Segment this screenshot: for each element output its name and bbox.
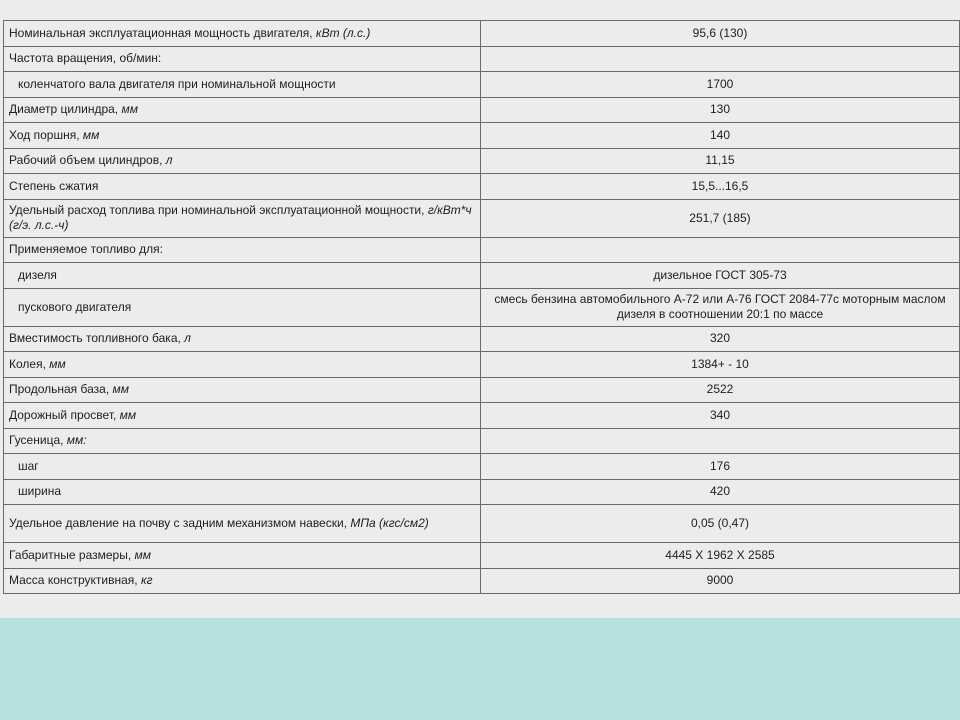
specifications-table-body <box>4 21 960 594</box>
parameter-label: Удельное давление на почву с задним механизмом навески, <box>9 516 351 530</box>
value-cell: смесь бензина автомобильного А-72 или А-76 ГОСТ 2084-77с моторным маслом дизеля в соотношении 20:1 по массе <box>481 288 960 326</box>
parameter-unit: кВт (л.с.) <box>315 25 371 40</box>
table-row <box>4 505 960 543</box>
parameter-label: пускового двигателя <box>18 299 132 314</box>
value-cell: 1384+ - 10 <box>481 352 960 378</box>
value-cell: 140 <box>481 123 960 149</box>
table-row <box>4 479 960 505</box>
parameter-cell <box>4 428 481 454</box>
value-cell: 340 <box>481 403 960 429</box>
value-cell: 11,15 <box>481 148 960 174</box>
value-cell: 2522 <box>481 377 960 403</box>
table-row <box>4 123 960 149</box>
table-row <box>4 148 960 174</box>
parameter-cell <box>4 72 481 98</box>
parameter-unit: мм <box>112 382 129 397</box>
parameter-unit: кг <box>140 573 153 588</box>
value-cell: 1700 <box>481 72 960 98</box>
parameter-unit: мм <box>134 547 151 562</box>
parameter-cell <box>4 123 481 149</box>
parameter-unit: МПа (кгс/см2) <box>350 516 429 530</box>
table-row <box>4 326 960 352</box>
value-cell: 0,05 (0,47) <box>481 505 960 543</box>
parameter-cell <box>4 479 481 505</box>
parameter-label: Колея, <box>9 356 50 371</box>
table-row <box>4 352 960 378</box>
table-row <box>4 199 960 237</box>
specifications-table <box>3 20 960 594</box>
value-cell: 15,5...16,5 <box>481 174 960 200</box>
table-row <box>4 543 960 569</box>
table-row <box>4 263 960 289</box>
parameter-label: Номинальная эксплуатационная мощность двигателя, <box>9 25 316 40</box>
parameter-unit: мм: <box>66 433 87 448</box>
parameter-label: дизеля <box>18 267 57 282</box>
parameter-cell <box>4 288 481 326</box>
table-row <box>4 377 960 403</box>
parameter-label: Дорожный просвет, <box>9 407 120 422</box>
table-row <box>4 21 960 47</box>
table-row <box>4 568 960 594</box>
parameter-label: Ход поршня, <box>9 127 83 142</box>
parameter-cell <box>4 46 481 72</box>
parameter-label: коленчатого вала двигателя при номинальной мощности <box>18 76 336 91</box>
table-row <box>4 97 960 123</box>
parameter-unit: г/кВт*ч (г/э. л.с.-ч) <box>9 203 472 232</box>
value-cell: 320 <box>481 326 960 352</box>
parameter-label: Диаметр цилиндра, <box>9 102 122 117</box>
parameter-cell <box>4 21 481 47</box>
parameter-unit: мм <box>82 127 100 142</box>
parameter-cell <box>4 97 481 123</box>
parameter-cell <box>4 454 481 480</box>
parameter-cell <box>4 377 481 403</box>
value-cell <box>481 428 960 454</box>
parameter-label: Гусеница, <box>9 433 67 448</box>
parameter-label: шаг <box>18 458 39 473</box>
parameter-label: Частота вращения, об/мин: <box>9 51 162 66</box>
table-row <box>4 237 960 263</box>
value-cell: 4445 Х 1962 Х 2585 <box>481 543 960 569</box>
value-cell: 176 <box>481 454 960 480</box>
parameter-label: Рабочий объем цилиндров, <box>9 153 166 168</box>
parameter-unit: мм <box>49 356 66 371</box>
table-row <box>4 72 960 98</box>
parameter-unit: мм <box>121 102 138 117</box>
parameter-cell <box>4 568 481 594</box>
table-row <box>4 288 960 326</box>
parameter-unit: мм <box>119 407 137 422</box>
value-cell: 95,6 (130) <box>481 21 960 47</box>
parameter-label: Габаритные размеры, <box>9 547 135 562</box>
value-cell: 9000 <box>481 568 960 594</box>
parameter-label: Масса конструктивная, <box>9 573 141 588</box>
value-cell: 130 <box>481 97 960 123</box>
parameter-label: Вместимость топливного бака, <box>9 331 185 346</box>
value-cell <box>481 46 960 72</box>
parameter-label: Удельный расход топлива при номинальной эксплуатационной мощности, <box>9 203 428 217</box>
parameter-cell <box>4 199 481 237</box>
parameter-label: Продольная база, <box>9 382 113 397</box>
parameter-label: Применяемое топливо для: <box>9 242 163 257</box>
parameter-cell <box>4 543 481 569</box>
parameter-cell <box>4 263 481 289</box>
parameter-label: ширина <box>18 484 62 499</box>
parameter-unit: л <box>184 331 191 346</box>
value-cell: дизельное ГОСТ 305-73 <box>481 263 960 289</box>
parameter-cell <box>4 174 481 200</box>
table-row <box>4 403 960 429</box>
value-cell: 420 <box>481 479 960 505</box>
table-row <box>4 428 960 454</box>
value-cell <box>481 237 960 263</box>
table-row <box>4 174 960 200</box>
parameter-cell <box>4 237 481 263</box>
parameter-cell <box>4 403 481 429</box>
table-row <box>4 46 960 72</box>
parameter-cell <box>4 148 481 174</box>
value-cell: 251,7 (185) <box>481 199 960 237</box>
parameter-cell <box>4 352 481 378</box>
parameter-cell <box>4 326 481 352</box>
parameter-unit: л <box>165 153 173 168</box>
parameter-label: Степень сжатия <box>9 178 99 193</box>
parameter-cell <box>4 505 481 543</box>
table-row <box>4 454 960 480</box>
